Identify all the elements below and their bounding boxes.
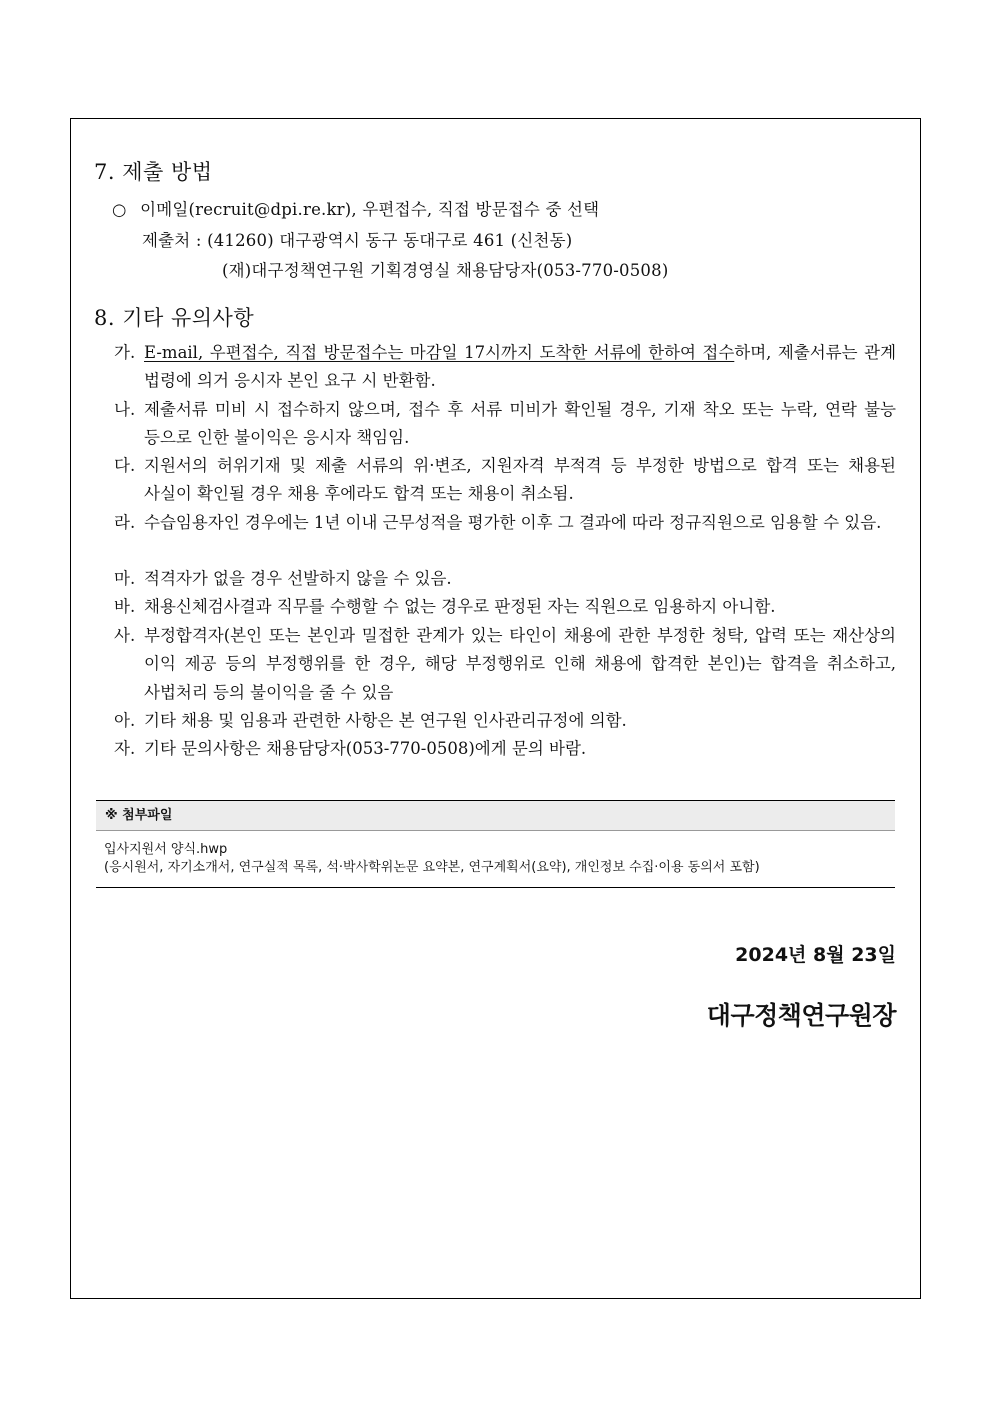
notice-text: 부정합격자(본인 또는 본인과 밀접한 관계가 있는 타인이 채용에 관한 부정한 청탁, 압력 또는 재산상의 이익 제공 등의 부정행위를 한 경우, 해당 부정행위로 인해 채용에 합격한 본인)는 합격을 취소하고, 사법처리 등의 불이익을 줄 수 있음 (144, 626, 896, 702)
notice-marker: 라. (114, 513, 136, 532)
submission-method: 이메일(recruit@dpi.re.kr), 우편접수, 직접 방문접수 중 선택 (140, 200, 600, 219)
notice-text: 제출서류 미비 시 접수하지 않으며, 접수 후 서류 미비가 확인될 경우, 기재 착오 또는 누락, 연락 불능 등으로 인한 불이익은 응시자 책임임. (144, 400, 896, 448)
notice-item (114, 509, 896, 537)
notice-marker: 다. (114, 456, 136, 475)
attachment-description: (응시원서, 자기소개서, 연구실적 목록, 석·박사학위논문 요약본, 연구계획서(요약), 개인정보 수집·이용 동의서 포함) (104, 860, 760, 875)
notice-item (114, 735, 896, 763)
notice-marker: 아. (114, 711, 136, 730)
notice-text: 적격자가 없을 경우 선발하지 않을 수 있음. (144, 569, 452, 588)
notice-text: E-mail, 우편접수, 직접 방문접수는 마감일 17시까지 도착한 서류에 한하여 접수하며, 제출서류는 관계 법령에 의거 응시자 본인 요구 시 반환함. (144, 343, 897, 391)
notice-item (114, 339, 896, 396)
notice-marker: 사. (114, 626, 136, 645)
section-8-title: 8. 기타 유의사항 (94, 306, 255, 330)
notice-marker: 나. (114, 400, 136, 419)
notice-text: 수습임용자인 경우에는 1년 이내 근무성적을 평가한 이후 그 결과에 따라 정규직원으로 임용할 수 있음. (144, 513, 882, 532)
notice-marker: 마. (114, 569, 136, 588)
notice-item (114, 622, 896, 707)
section-7-method-line (112, 196, 599, 220)
notice-marker: 가. (114, 343, 136, 362)
notice-item (114, 593, 896, 621)
submission-contact: (재)대구정책연구원 기획경영실 채용담당자(053-770-0508) (222, 261, 669, 280)
attachment-file-name: 입사지원서 양식.hwp (104, 842, 228, 857)
submission-address: 제출처 : (41260) 대구광역시 동구 동대구로 461 (신천동) (142, 231, 573, 250)
notice-marker: 바. (114, 597, 136, 616)
attachment-header: ※ 첨부파일 (96, 800, 895, 831)
notice-item (114, 565, 896, 593)
circle-bullet-icon: ○ (112, 200, 127, 219)
notice-item (114, 452, 896, 509)
notice-item (114, 396, 896, 453)
notice-text: 채용신체검사결과 직무를 수행할 수 없는 경우로 판정된 자는 직원으로 임용하지 아니함. (144, 597, 776, 616)
notice-marker: 자. (114, 739, 136, 758)
issue-date: 2024년 8월 23일 (735, 944, 896, 966)
attachment-body (96, 831, 895, 888)
notice-text: 지원서의 허위기재 및 제출 서류의 위·변조, 지원자격 부적격 등 부정한 방법으로 합격 또는 채용된 사실이 확인될 경우 채용 후에라도 합격 또는 채용이 취소됨. (144, 456, 896, 504)
notice-underlined-text: E-mail, 우편접수, 직접 방문접수는 마감일 17시까지 도착한 서류에 한하여 접수 (144, 343, 735, 362)
notice-item (114, 707, 896, 735)
notice-text: 기타 채용 및 임용과 관련한 사항은 본 연구원 인사관리규정에 의함. (144, 711, 627, 730)
issuer-name: 대구정책연구원장 (706, 1001, 896, 1030)
section-7-title: 7. 제출 방법 (94, 160, 213, 184)
notice-text: 기타 문의사항은 채용담당자(053-770-0508)에게 문의 바람. (144, 739, 587, 758)
